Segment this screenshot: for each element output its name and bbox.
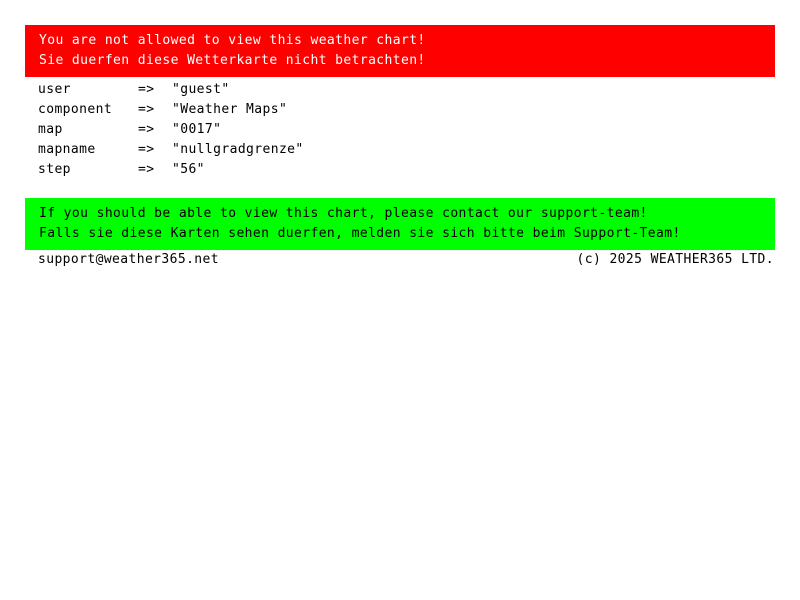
parameter-row [38,100,738,120]
info-message-de: Falls sie diese Karten sehen duerfen, melden sie sich bitte beim Support-Team! [39,226,681,241]
parameter-row [38,160,738,180]
parameter-row [38,140,738,160]
parameter-arrow: => [138,162,155,177]
error-message-de: Sie duerfen diese Wetterkarte nicht betrachten! [39,53,426,68]
parameter-key: user [38,82,71,97]
error-message-en: You are not allowed to view this weather chart! [39,33,426,48]
parameter-arrow: => [138,102,155,117]
parameter-row [38,120,738,140]
support-email-link[interactable]: support@weather365.net [38,252,219,267]
parameter-key: mapname [38,142,96,157]
parameter-row [38,80,738,100]
footer [38,250,774,270]
parameter-key: component [38,102,113,117]
parameter-arrow: => [138,122,155,137]
info-message-en: If you should be able to view this chart, please contact our support-team! [39,206,648,221]
parameter-value: "0017" [172,122,222,137]
parameter-arrow: => [138,82,155,97]
error-banner [25,25,775,77]
info-banner [25,198,775,250]
parameter-key: map [38,122,63,137]
parameter-value: "guest" [172,82,230,97]
parameter-key: step [38,162,71,177]
parameter-value: "56" [172,162,205,177]
parameter-value: "nullgradgrenze" [172,142,304,157]
copyright-notice: (c) 2025 WEATHER365 LTD. [576,252,774,267]
parameter-value: "Weather Maps" [172,102,288,117]
parameter-list [38,80,738,180]
parameter-arrow: => [138,142,155,157]
